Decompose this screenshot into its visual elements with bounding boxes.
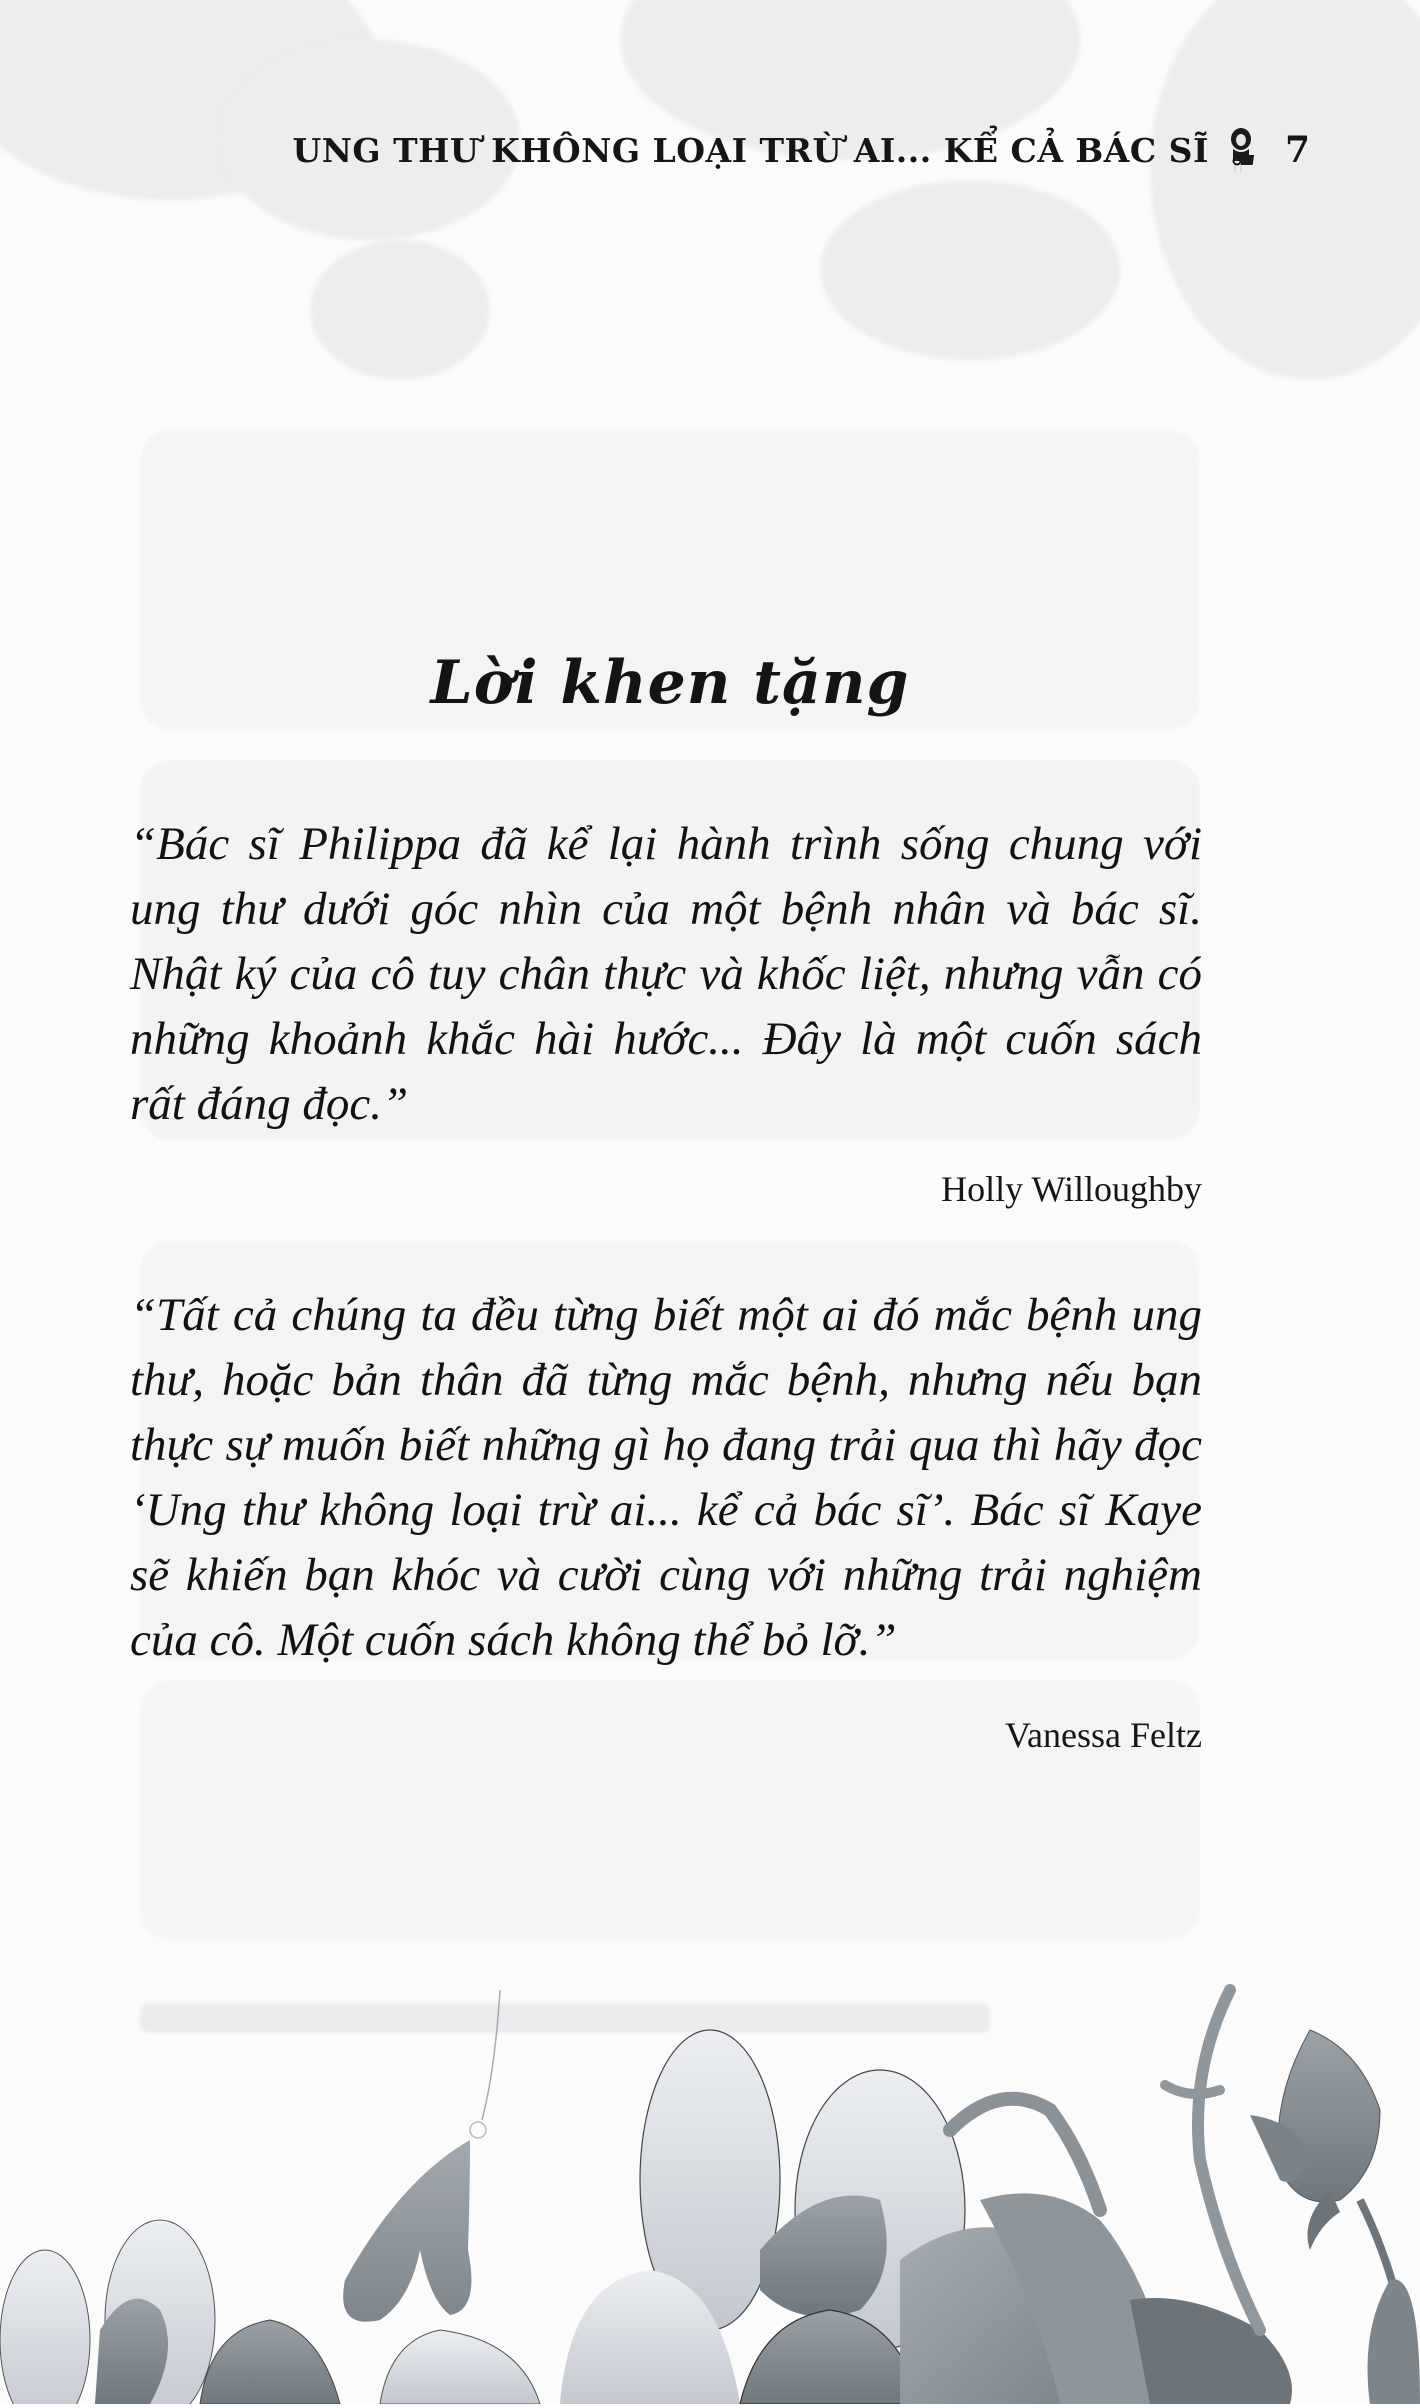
testimonial-author: Vanessa Feltz <box>1005 1715 1202 1755</box>
running-header-title: UNG THƯ KHÔNG LOẠI TRỪ AI... KỂ CẢ BÁC SĨ <box>292 130 1209 170</box>
watercolor-flowers-illustration <box>0 1950 1420 2404</box>
doctor-figure-icon <box>1227 127 1261 173</box>
section-title: Lời khen tặng <box>430 648 910 718</box>
testimonial-author: Holly Willoughby <box>941 1169 1202 1209</box>
testimonial-quote: “Bác sĩ Philippa đã kể lại hành trình sống chung với ung thư dưới góc nhìn của một bệnh nhân và bác sĩ. Nhật ký của cô tuy chân thực và khốc liệt, nhưng vẫn có những khoảnh khắc hài hước... Đây là một cuốn sách rất đáng đọc.” <box>130 818 1202 1130</box>
running-header <box>292 126 1310 174</box>
testimonial-quote: “Tất cả chúng ta đều từng biết một ai đó mắc bệnh ung thư, hoặc bản thân đã từng mắc bệnh, nhưng nếu bạn thực sự muốn biết những gì họ đang trải qua thì hãy đọc ‘Ung thư không loại trừ ai... kể cả bác sĩ’. Bác sĩ Kaye sẽ khiến bạn khóc và cười cùng với những trải nghiệm của cô. Một cuốn sách không thể bỏ lỡ.” <box>130 1289 1202 1666</box>
page-number: 7 <box>1284 129 1310 171</box>
